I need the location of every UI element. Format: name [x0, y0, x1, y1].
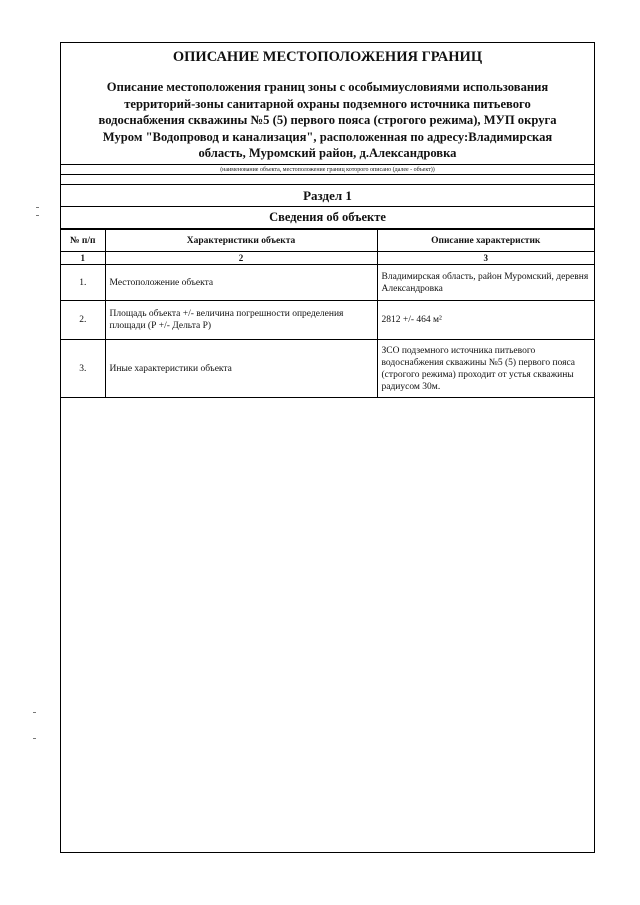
table-row — [61, 265, 594, 301]
table-row — [61, 301, 594, 340]
object-info-table — [61, 229, 594, 398]
row-description: ЗСО подземного источника питьевого водоснабжения скважины №5 (5) первого пояса (строгого режима) проходит от устья скважины радиусом 30м. — [377, 340, 594, 398]
margin-mark — [33, 712, 36, 713]
blank-row — [61, 174, 594, 185]
row-number: 3. — [61, 340, 105, 398]
document-frame — [60, 42, 595, 853]
column-header: № п/п — [61, 230, 105, 252]
column-number-row — [61, 252, 594, 265]
margin-mark — [33, 738, 36, 739]
description-line: водоснабжения скважины №5 (5) первого пояса (строгого режима), МУП округа — [98, 113, 557, 127]
object-description — [61, 71, 594, 163]
row-description: Владимирская область, район Муромский, деревня Александровка — [377, 265, 594, 301]
column-header: Характеристики объекта — [105, 230, 377, 252]
row-description: 2812 +/- 464 м² — [377, 301, 594, 340]
section-subtitle: Сведения об объекте — [61, 207, 594, 229]
row-characteristic: Площадь объекта +/- величина погрешности определения площади (Р +/- Дельта Р) — [105, 301, 377, 340]
column-number: 2 — [105, 252, 377, 265]
row-number: 1. — [61, 265, 105, 301]
table-row — [61, 340, 594, 398]
margin-mark — [36, 207, 39, 208]
section-title: Раздел 1 — [61, 185, 594, 207]
description-note: (наименование объекта, местоположение границ которого описано (далее - объект)) — [220, 167, 435, 173]
description-line: Описание местоположения границ зоны с особымиусловиями использования — [106, 80, 549, 94]
table-header-row — [61, 230, 594, 252]
document-title: ОПИСАНИЕ МЕСТОПОЛОЖЕНИЯ ГРАНИЦ — [172, 48, 483, 65]
row-characteristic: Иные характеристики объекта — [105, 340, 377, 398]
row-number: 2. — [61, 301, 105, 340]
column-header: Описание характеристик — [377, 230, 594, 252]
margin-mark — [36, 215, 39, 216]
column-number: 1 — [61, 252, 105, 265]
description-line: Муром "Водопровод и канализация", расположенная по адресу:Владимирская — [102, 129, 553, 144]
description-line: область, Муромский район, д.Александровка — [198, 146, 457, 160]
row-characteristic: Местоположение объекта — [105, 265, 377, 301]
column-number: 3 — [377, 252, 594, 265]
description-line: территорий-зоны санитарной охраны подземного источника питьевого — [124, 96, 531, 111]
